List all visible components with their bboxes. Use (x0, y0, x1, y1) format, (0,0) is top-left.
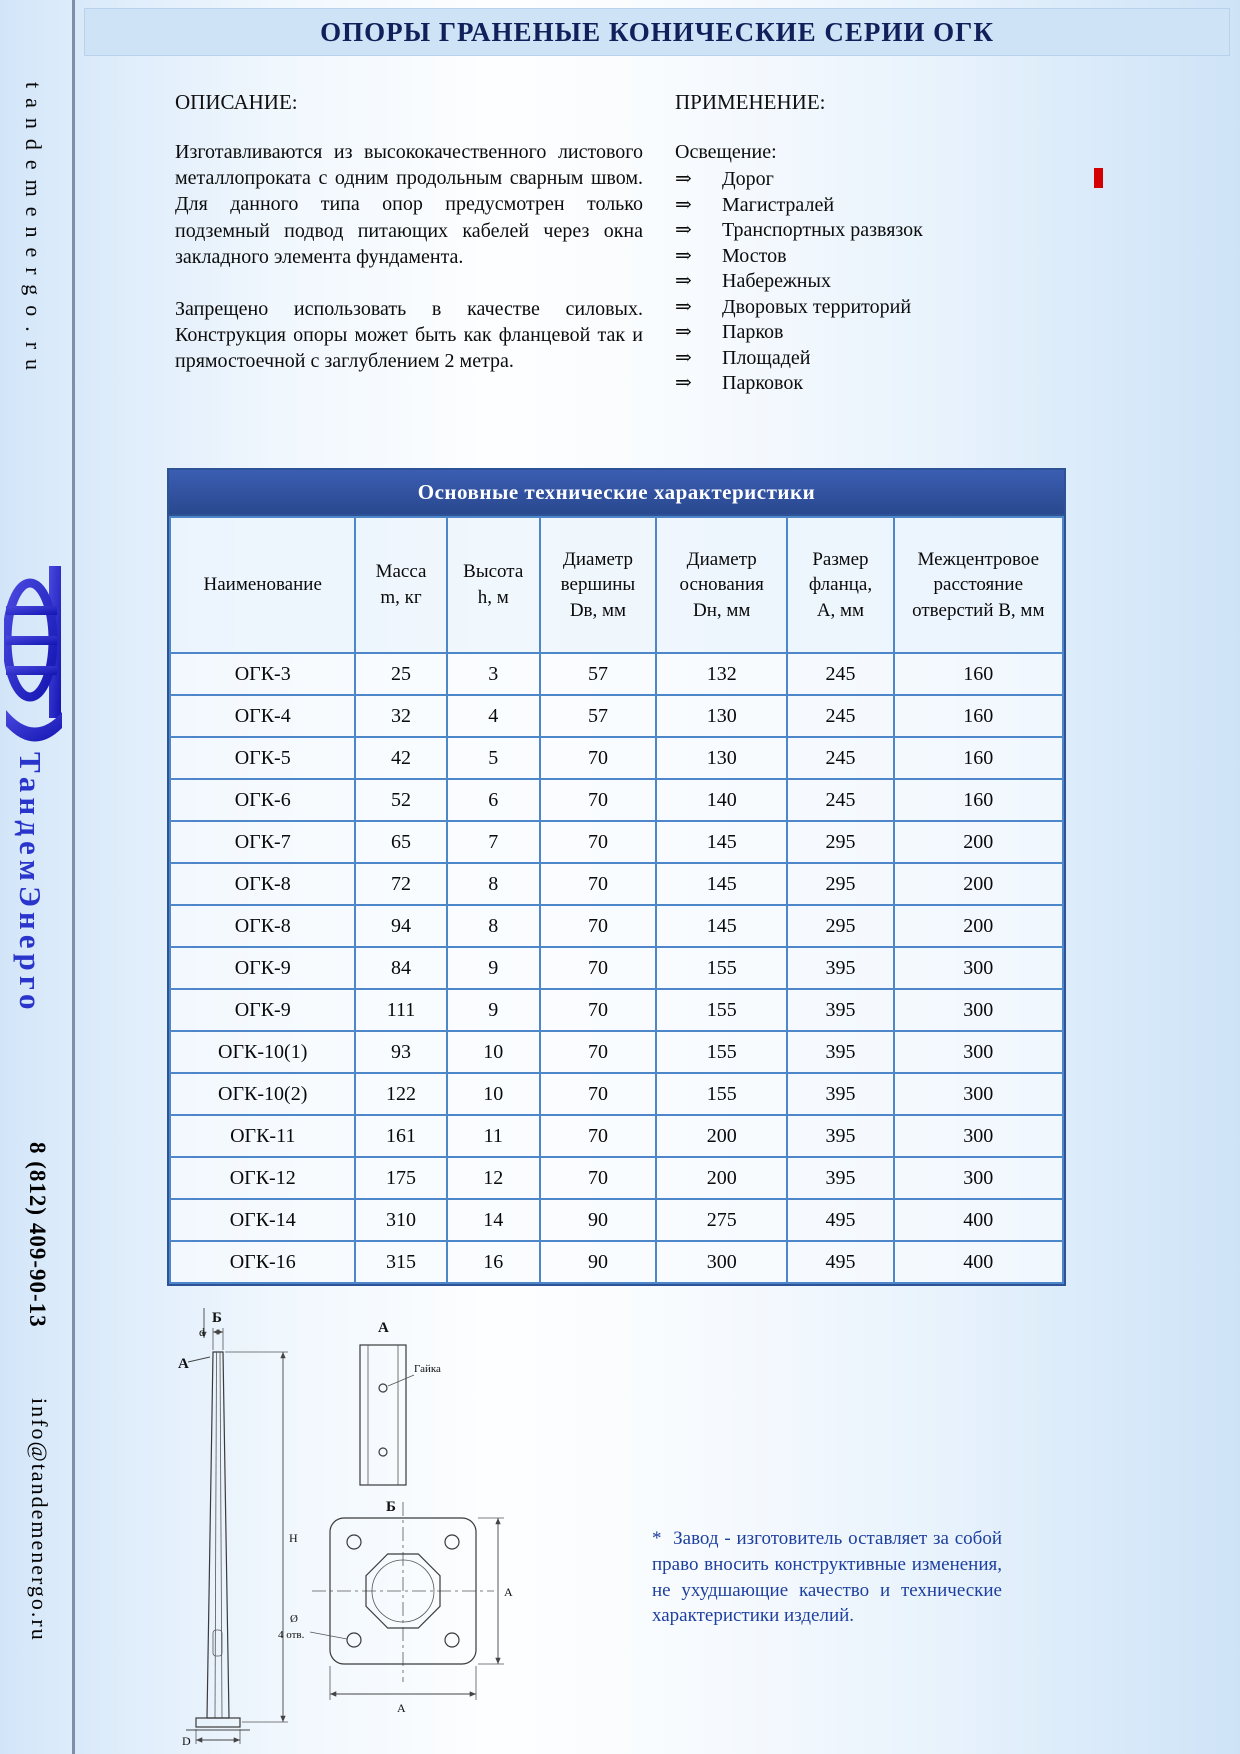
spec-row (170, 863, 1063, 905)
spec-cell: 25 (355, 653, 446, 695)
application-item-label: Парков (722, 321, 784, 343)
double-arrow-icon: ⇒ (675, 346, 692, 369)
spec-cell: 12 (447, 1157, 540, 1199)
spec-cell: 94 (355, 905, 446, 947)
spec-cell: 315 (355, 1241, 446, 1283)
spec-cell: 11 (447, 1115, 540, 1157)
section-b-label: Б (212, 1310, 222, 1326)
spec-cell: 395 (787, 1031, 893, 1073)
spec-cell: 14 (447, 1199, 540, 1241)
spec-cell: 70 (540, 779, 656, 821)
spec-cell: 155 (656, 1073, 787, 1115)
spec-cell: 295 (787, 905, 893, 947)
description-section (175, 90, 643, 401)
double-arrow-icon: ⇒ (675, 168, 692, 190)
spec-cell: 275 (656, 1199, 787, 1241)
spec-cell: 32 (355, 695, 446, 737)
spec-cell: 200 (894, 905, 1063, 947)
spec-cell: 70 (540, 989, 656, 1031)
description-paragraph: Изготавливаются из высококачественного листового металлопроката с одним продольным сварным швом. Для данного типа опор предусмотрен только подземный подвод питающих кабелей через окна закладного элемента фундамента. (175, 141, 643, 268)
spec-row (170, 905, 1063, 947)
spec-cell: 200 (656, 1157, 787, 1199)
spec-cell: 155 (656, 989, 787, 1031)
double-arrow-icon: ⇒ (675, 372, 692, 394)
spec-cell: ОГК-10(1) (170, 1031, 355, 1073)
spec-cell: ОГК-8 (170, 863, 355, 905)
spec-cell: ОГК-16 (170, 1241, 355, 1283)
spec-cell: 245 (787, 737, 893, 779)
application-item (675, 218, 1105, 244)
spec-cell: 160 (894, 737, 1063, 779)
spec-cell: 395 (787, 1115, 893, 1157)
detail-b-title: Б (386, 1499, 396, 1515)
spec-cell: ОГК-3 (170, 653, 355, 695)
spec-cell: 10 (447, 1073, 540, 1115)
spec-cell: 70 (540, 1157, 656, 1199)
spec-column-header: Высота h, м (447, 517, 540, 653)
spec-column-header: Диаметр основания Dн, мм (656, 517, 787, 653)
spec-cell: 245 (787, 653, 893, 695)
spec-cell: ОГК-12 (170, 1157, 355, 1199)
spec-cell: 395 (787, 1073, 893, 1115)
spec-cell: 295 (787, 821, 893, 863)
spec-cell: 395 (787, 989, 893, 1031)
spec-column-header: Масса m, кг (355, 517, 446, 653)
flange-hole (445, 1535, 459, 1549)
application-item-label: Магистралей (722, 193, 835, 216)
spec-cell: 132 (656, 653, 787, 695)
spec-row (170, 1115, 1063, 1157)
spec-row (170, 947, 1063, 989)
spec-row (170, 1073, 1063, 1115)
spec-cell: 4 (447, 695, 540, 737)
spec-cell: 300 (894, 947, 1063, 989)
sidebar-brand-text: ТандемЭнерго (13, 752, 48, 1015)
spec-cell: 160 (894, 779, 1063, 821)
flange-hole (347, 1633, 361, 1647)
page-title: ОПОРЫ ГРАНЕНЫЕ КОНИЧЕСКИЕ СЕРИИ ОГК (320, 16, 994, 47)
spec-row (170, 695, 1063, 737)
pole-side-view (178, 1308, 298, 1748)
application-item-label: Дорог (722, 168, 774, 190)
sidebar-website-text: tandemenergo.ru (21, 82, 46, 381)
section-a-label: А (178, 1356, 189, 1372)
spec-cell: 9 (447, 947, 540, 989)
spec-cell: 130 (656, 695, 787, 737)
spec-column-header: Диаметр вершины Dв, мм (540, 517, 656, 653)
spec-cell: 70 (540, 1031, 656, 1073)
spec-row (170, 653, 1063, 695)
spec-cell: 155 (656, 1031, 787, 1073)
dim-base-diameter: D (182, 1734, 191, 1748)
spec-table-title: Основные технические характеристики (169, 470, 1064, 516)
spec-grid (169, 516, 1064, 1284)
application-item (675, 371, 1105, 397)
spec-cell: 122 (355, 1073, 446, 1115)
application-subheading: Освещение: (675, 141, 777, 163)
application-item (675, 244, 1105, 270)
spec-cell: 7 (447, 821, 540, 863)
spec-cell: 161 (355, 1115, 446, 1157)
spec-cell: 300 (656, 1241, 787, 1283)
spec-cell: 90 (540, 1241, 656, 1283)
sidebar (0, 0, 72, 1754)
application-section (675, 90, 1105, 397)
spec-cell: 155 (656, 947, 787, 989)
sidebar-email-text[interactable]: info@tandemenergo.ru (27, 1398, 52, 1642)
spec-column-header: Наименование (170, 517, 355, 653)
spec-cell: ОГК-8 (170, 905, 355, 947)
holes-dia-symbol: Ø (290, 1613, 298, 1625)
spec-cell: 140 (656, 779, 787, 821)
application-item (675, 346, 1105, 372)
spec-cell: 57 (540, 653, 656, 695)
spec-column-header: Размер фланца, А, мм (787, 517, 893, 653)
spec-cell: 245 (787, 779, 893, 821)
spec-cell: 6 (447, 779, 540, 821)
spec-table (167, 468, 1066, 1286)
spec-cell: ОГК-4 (170, 695, 355, 737)
detail-a-title: А (378, 1320, 389, 1336)
spec-cell: 300 (894, 989, 1063, 1031)
page-header (84, 8, 1230, 56)
double-arrow-icon: ⇒ (675, 270, 692, 292)
spec-cell: 42 (355, 737, 446, 779)
spec-cell: 8 (447, 905, 540, 947)
flange-hole (445, 1633, 459, 1647)
spec-row (170, 1199, 1063, 1241)
application-heading: ПРИМЕНЕНИЕ: (675, 90, 826, 114)
application-item (675, 167, 1105, 193)
application-item-label: Парковок (722, 372, 804, 394)
pole-base-plate (196, 1718, 240, 1727)
spec-cell: ОГК-14 (170, 1199, 355, 1241)
spec-cell: 295 (787, 863, 893, 905)
dim-flange-vertical: А (504, 1585, 513, 1599)
spec-cell: 145 (656, 905, 787, 947)
double-arrow-icon: ⇒ (675, 321, 692, 343)
flange-hole (347, 1535, 361, 1549)
spec-cell: 70 (540, 1115, 656, 1157)
application-item (675, 295, 1105, 321)
spec-cell: 300 (894, 1073, 1063, 1115)
spec-cell: ОГК-7 (170, 821, 355, 863)
bolt-icon (379, 1384, 387, 1392)
spec-cell: 495 (787, 1199, 893, 1241)
spec-cell: ОГК-10(2) (170, 1073, 355, 1115)
spec-cell: 200 (894, 863, 1063, 905)
application-item (675, 193, 1105, 219)
dim-flange-horizontal: А (397, 1701, 406, 1715)
spec-cell: 90 (540, 1199, 656, 1241)
technical-drawing (84, 1300, 644, 1754)
spec-cell: 10 (447, 1031, 540, 1073)
spec-row (170, 1241, 1063, 1283)
pole-outline (207, 1352, 229, 1718)
spec-cell: 495 (787, 1241, 893, 1283)
spec-cell: 300 (894, 1115, 1063, 1157)
spec-cell: 200 (656, 1115, 787, 1157)
spec-cell: 145 (656, 821, 787, 863)
bolt-icon (379, 1448, 387, 1456)
spec-cell: 400 (894, 1199, 1063, 1241)
spec-cell: 175 (355, 1157, 446, 1199)
spec-cell: 130 (656, 737, 787, 779)
spec-cell: ОГК-11 (170, 1115, 355, 1157)
spec-cell: ОГК-5 (170, 737, 355, 779)
application-list (675, 167, 1105, 397)
spec-cell: 52 (355, 779, 446, 821)
application-item-label: Дворовых территорий (722, 295, 912, 318)
double-arrow-icon: ⇒ (675, 193, 692, 216)
spec-cell: 5 (447, 737, 540, 779)
spec-row (170, 779, 1063, 821)
spec-cell: 84 (355, 947, 446, 989)
sidebar-divider (72, 0, 75, 1754)
spec-cell: 70 (540, 1073, 656, 1115)
spec-cell: 8 (447, 863, 540, 905)
spec-cell: 160 (894, 695, 1063, 737)
spec-cell: ОГК-9 (170, 947, 355, 989)
spec-cell: 57 (540, 695, 656, 737)
pole-tip-detail (360, 1320, 441, 1485)
application-item-label: Транспортных развязок (722, 219, 923, 241)
spec-cell: 9 (447, 989, 540, 1031)
spec-cell: 70 (540, 905, 656, 947)
detail-a-body (360, 1345, 406, 1485)
description-heading: ОПИСАНИЕ: (175, 90, 298, 114)
spec-cell: 300 (894, 1031, 1063, 1073)
double-arrow-icon: ⇒ (675, 295, 692, 318)
spec-row (170, 737, 1063, 779)
double-arrow-icon: ⇒ (675, 244, 692, 267)
spec-cell: 395 (787, 947, 893, 989)
holes-count-label: 4 отв. (278, 1629, 305, 1641)
spec-row (170, 1031, 1063, 1073)
application-item (675, 320, 1105, 346)
spec-cell: 300 (894, 1157, 1063, 1199)
spec-cell: 70 (540, 821, 656, 863)
flange-detail (278, 1499, 513, 1715)
application-item-label: Площадей (722, 346, 811, 369)
spec-column-header: Межцентровое расстояние отверстий В, мм (894, 517, 1063, 653)
spec-cell: ОГК-6 (170, 779, 355, 821)
pole-access-door (213, 1630, 222, 1656)
tandemenergo-logo-icon (4, 560, 68, 752)
spec-row (170, 989, 1063, 1031)
spec-cell: 70 (540, 737, 656, 779)
spec-cell: 200 (894, 821, 1063, 863)
spec-cell: 160 (894, 653, 1063, 695)
sidebar-phone-text[interactable]: 8 (812) 409-90-13 (25, 1142, 50, 1328)
spec-cell: 395 (787, 1157, 893, 1199)
spec-cell: 70 (540, 863, 656, 905)
description-paragraph: Запрещено использовать в качестве силовых. Конструкция опоры может быть как фланцевой так и прямостоечной с заглублением 2 метра. (175, 297, 643, 373)
dim-height: Н (289, 1531, 298, 1545)
spec-cell: 111 (355, 989, 446, 1031)
application-item-label: Мостов (722, 244, 787, 267)
spec-cell: 70 (540, 947, 656, 989)
spec-cell: 16 (447, 1241, 540, 1283)
spec-cell: 310 (355, 1199, 446, 1241)
spec-cell: 400 (894, 1241, 1063, 1283)
spec-row (170, 1157, 1063, 1199)
application-item (675, 269, 1105, 295)
spec-cell: 72 (355, 863, 446, 905)
double-arrow-icon: ⇒ (675, 219, 692, 241)
spec-cell: 145 (656, 863, 787, 905)
spec-cell: 3 (447, 653, 540, 695)
spec-cell: 65 (355, 821, 446, 863)
spec-cell: 93 (355, 1031, 446, 1073)
spec-row (170, 821, 1063, 863)
dim-top-diameter: d (199, 1325, 205, 1339)
footnote: * Завод - изготовитель оставляет за собой право вносить конструктивные изменения, не ухудшающие качество и технические характеристики изделий. (652, 1528, 1002, 1627)
nut-label: Гайка (414, 1363, 441, 1375)
spec-header-row (170, 517, 1063, 653)
application-item-label: Набережных (722, 270, 831, 292)
spec-cell: ОГК-9 (170, 989, 355, 1031)
spec-cell: 245 (787, 695, 893, 737)
